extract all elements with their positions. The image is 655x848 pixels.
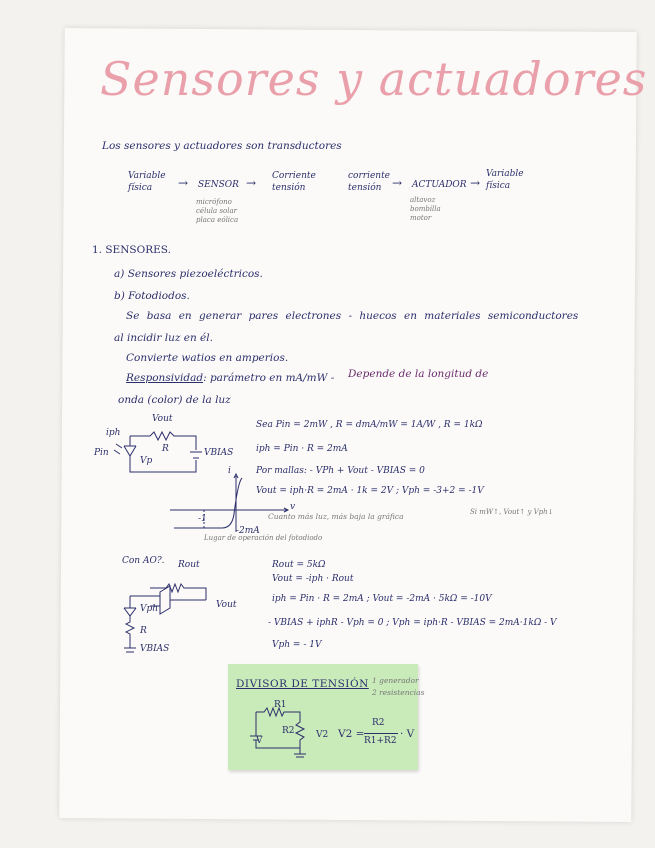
flow-var-fisica-1: Variable física bbox=[128, 171, 166, 193]
c1-vout: Vout bbox=[152, 414, 173, 424]
c2-vbias: VBIAS bbox=[140, 644, 170, 654]
item-a: a) Sensores piezoeléctricos. bbox=[114, 268, 263, 280]
divisor-formula-num: R2 bbox=[372, 718, 385, 728]
responsividad-line bbox=[126, 372, 334, 384]
divisor-formula-lhs: V2 = bbox=[338, 728, 365, 740]
eq2-4: - VBIAS + iphR - Vph = 0 ; Vph = iph·R - VBIAS = 2mA·1kΩ - V bbox=[268, 618, 557, 628]
eq1-3: Por mallas: - VPh + Vout - VBIAS = 0 bbox=[256, 466, 425, 476]
c1-r: R bbox=[162, 444, 169, 454]
eq1-1: Sea Pin = 2mW , R = dmA/mW = 1A/W , R = 1kΩ bbox=[256, 420, 483, 430]
eq1-2: iph = Pin · R = 2mA bbox=[256, 444, 348, 454]
c1-vbias: VBIAS bbox=[204, 448, 234, 458]
photodiode-circuit-2 bbox=[110, 566, 230, 666]
intro-text: Los sensores y actuadores son transductores bbox=[102, 140, 342, 152]
side-note: Si mW↑, Vout↑ y Vph↓ bbox=[470, 508, 554, 516]
flow-arrow-4: → bbox=[470, 176, 481, 190]
c2-vph: Vph bbox=[140, 604, 159, 614]
responsividad-depends: Depende de la longitud de bbox=[348, 368, 489, 380]
graph-minus-2ma: -2mA bbox=[236, 526, 260, 536]
divisor-formula-tail: · V bbox=[400, 728, 415, 740]
divisor-r2: R2 bbox=[282, 726, 295, 736]
body-line-3: Convierte watios en amperios. bbox=[126, 352, 289, 364]
page-title: Sensores y actuadores bbox=[100, 52, 648, 106]
divisor-title: DIVISOR DE TENSIÓN bbox=[236, 678, 369, 690]
flow-actuador: ACTUADOR bbox=[412, 180, 467, 190]
eq2-3: iph = Pin · R = 2mA ; Vout = -2mA · 5kΩ = -10V bbox=[272, 594, 492, 604]
eq2-1: Rout = 5kΩ bbox=[272, 560, 326, 570]
flow-sensor: SENSOR bbox=[198, 180, 239, 190]
divisor-v2: V2 bbox=[316, 730, 329, 740]
responsividad-label: Responsividad bbox=[126, 372, 204, 384]
c1-pin: Pin bbox=[94, 448, 109, 458]
divisor-fraction-bar bbox=[364, 733, 398, 734]
divisor-r1: R1 bbox=[274, 700, 287, 710]
c2-rout: Rout bbox=[178, 560, 200, 570]
c1-iph: iph bbox=[106, 428, 121, 438]
c2-label: Con AO?. bbox=[122, 556, 165, 566]
graph-caption: Lugar de operación del fotodiodo bbox=[204, 534, 323, 542]
c2-vout: Vout bbox=[216, 600, 237, 610]
divisor-note-1: 1 generador bbox=[372, 676, 419, 685]
section-heading: 1. SENSORES. bbox=[92, 244, 171, 256]
responsividad-rest: : parámetro en mA/mW - bbox=[203, 372, 335, 384]
graph-minus-one: -1 bbox=[198, 514, 207, 524]
body-line-2: al incidir luz en él. bbox=[114, 332, 213, 344]
divisor-note-2: 2 resistencias bbox=[372, 688, 425, 697]
eq1-4: Vout = iph·R = 2mA · 1k = 2V ; Vph = -3+2 = -1V bbox=[256, 486, 484, 496]
c2-r: R bbox=[140, 626, 147, 636]
divisor-formula-den: R1+R2 bbox=[364, 736, 397, 746]
flow-arrow-3: → bbox=[392, 176, 403, 190]
flow-var-fisica-2: Variable física bbox=[486, 169, 524, 191]
c1-vp: Vp bbox=[140, 456, 153, 466]
flow-actuador-note: altavoz bombilla motor bbox=[410, 196, 441, 222]
graph-note: Cuanto más luz, más baja la gráfica bbox=[268, 512, 404, 521]
flow-sensor-note: micrófono célula solar placa eólica bbox=[196, 198, 239, 224]
flow-corriente-tension-1: Corriente tensión bbox=[272, 171, 316, 193]
responsividad-line-2: onda (color) de la luz bbox=[118, 394, 231, 406]
graph-i: i bbox=[228, 466, 231, 476]
graph-v: v bbox=[290, 502, 296, 512]
eq2-5: Vph = - 1V bbox=[272, 640, 322, 650]
flow-arrow-1: → bbox=[178, 176, 189, 190]
item-b: b) Fotodiodos. bbox=[114, 290, 190, 302]
divisor-v: V bbox=[256, 736, 263, 746]
body-line-1: Se basa en generar pares electrones - huecos en materiales semiconductores bbox=[126, 310, 579, 322]
flow-corriente-tension-2: corriente tensión bbox=[348, 171, 391, 193]
flow-arrow-2: → bbox=[246, 176, 257, 190]
eq2-2: Vout = -iph · Rout bbox=[272, 574, 354, 584]
